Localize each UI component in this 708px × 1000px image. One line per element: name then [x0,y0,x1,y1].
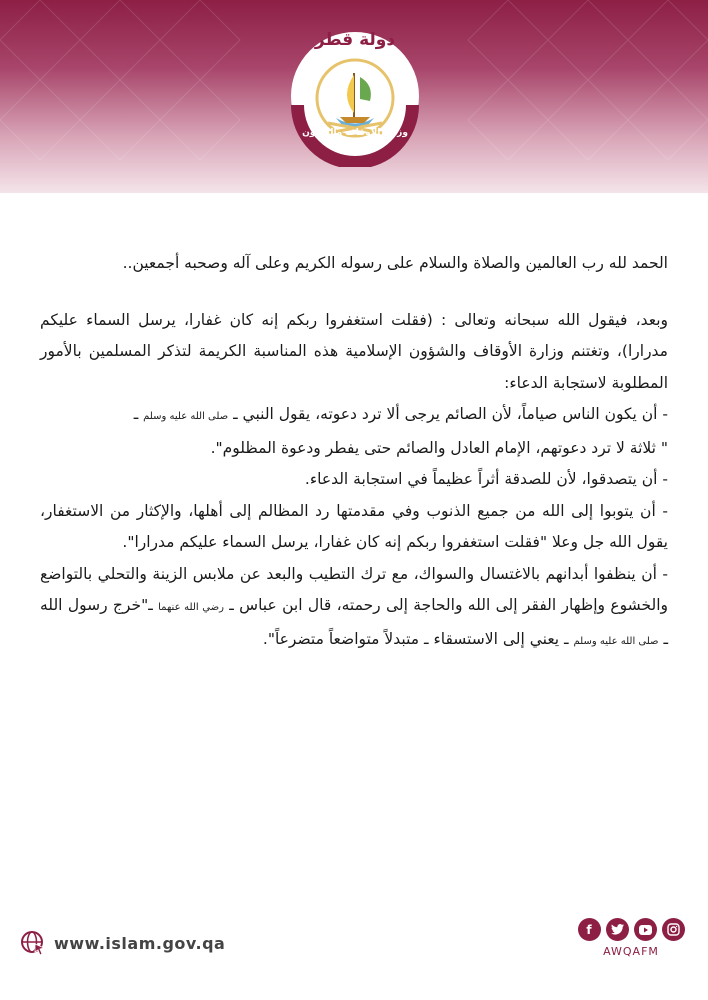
salla-text-2: صلى الله عليه وسلم [573,635,659,647]
social-icons [578,918,685,941]
instagram-icon[interactable] [662,918,685,941]
document-body [40,248,668,657]
globe-cursor-icon [20,930,46,956]
opening-paragraph: الحمد لله رب العالمين والصلاة والسلام على رسوله الكريم وعلى آله وصحبه أجمعين.. [122,254,668,272]
emblem-top-text: دولة قطر [314,30,396,50]
item-cleanliness-text: - أن ينظفوا أبدانهم بالاغتسال والسواك، مع ترك التطيب والبعد عن ملابس الزينة والتحلي بالتواضع والخشوع وإظهار الفقر إلى الله والحاجة إلى رحمته، قال ابن عباس ـ [40,564,668,614]
social-handle: AWQAFM [603,945,659,958]
item-charity: - أن يتصدقوا، لأن للصدقة أثراً عظيماً في استجابة الدعاء. [304,470,668,488]
facebook-icon[interactable]: f [578,918,601,941]
item-cleanliness-quote-end: ـ يعني إلى الاستسقاء ـ متبدلاً متواضعاً متضرعاً". [262,629,574,648]
intro-paragraph: وبعد، فيقول الله سبحانه وتعالى : (فقلت استغفروا ربكم إنه كان غفارا، يرسل السماء عليكم مدرارا)، وتغتنم وزارة الأوقاف والشؤون الإسلامية هذه المناسبة الكريمة لتذكر المسلمين بالأمور المطلوبة لاستجابة الدعاء: [40,310,668,392]
website-url: www.islam.gov.qa [54,933,226,953]
item-cleanliness [40,559,668,658]
item-fasting [40,399,668,433]
salla-text: صلى الله عليه وسلم [143,411,229,422]
item-fasting-dash: ـ [133,405,144,423]
twitter-icon[interactable] [606,918,629,941]
item-fasting-text: - أن يكون الناس صياماً، لأن الصائم يرجى ألا ترد دعوته، يقول النبي ـ [228,405,668,423]
website-link[interactable] [20,930,225,956]
item-cleanliness-quote-start: ـ"خرج رسول الله ـ [40,596,668,648]
radi-text: رضي الله عنهما [158,602,224,613]
emblem-bottom-text: وزارة الأوقاف والشؤون الإسلامية [302,128,408,148]
header-banner [0,0,708,193]
social-media [572,918,690,958]
item-repentance: - أن يتوبوا إلى الله من جميع الذنوب وفي مقدمتها رد المظالم إلى أهلها، والإكثار من الاستغفار، يقول الله جل وعلا "فقلت استغفروا ربكم إنه كان غفارا، يرسل السماء عليكم مدرارا". [40,501,668,551]
hadith-quote: " ثلاثة لا ترد دعوتهم، الإمام العادل والصائم حتى يفطر ودعوة المظلوم". [210,438,668,457]
youtube-icon[interactable] [634,918,657,941]
